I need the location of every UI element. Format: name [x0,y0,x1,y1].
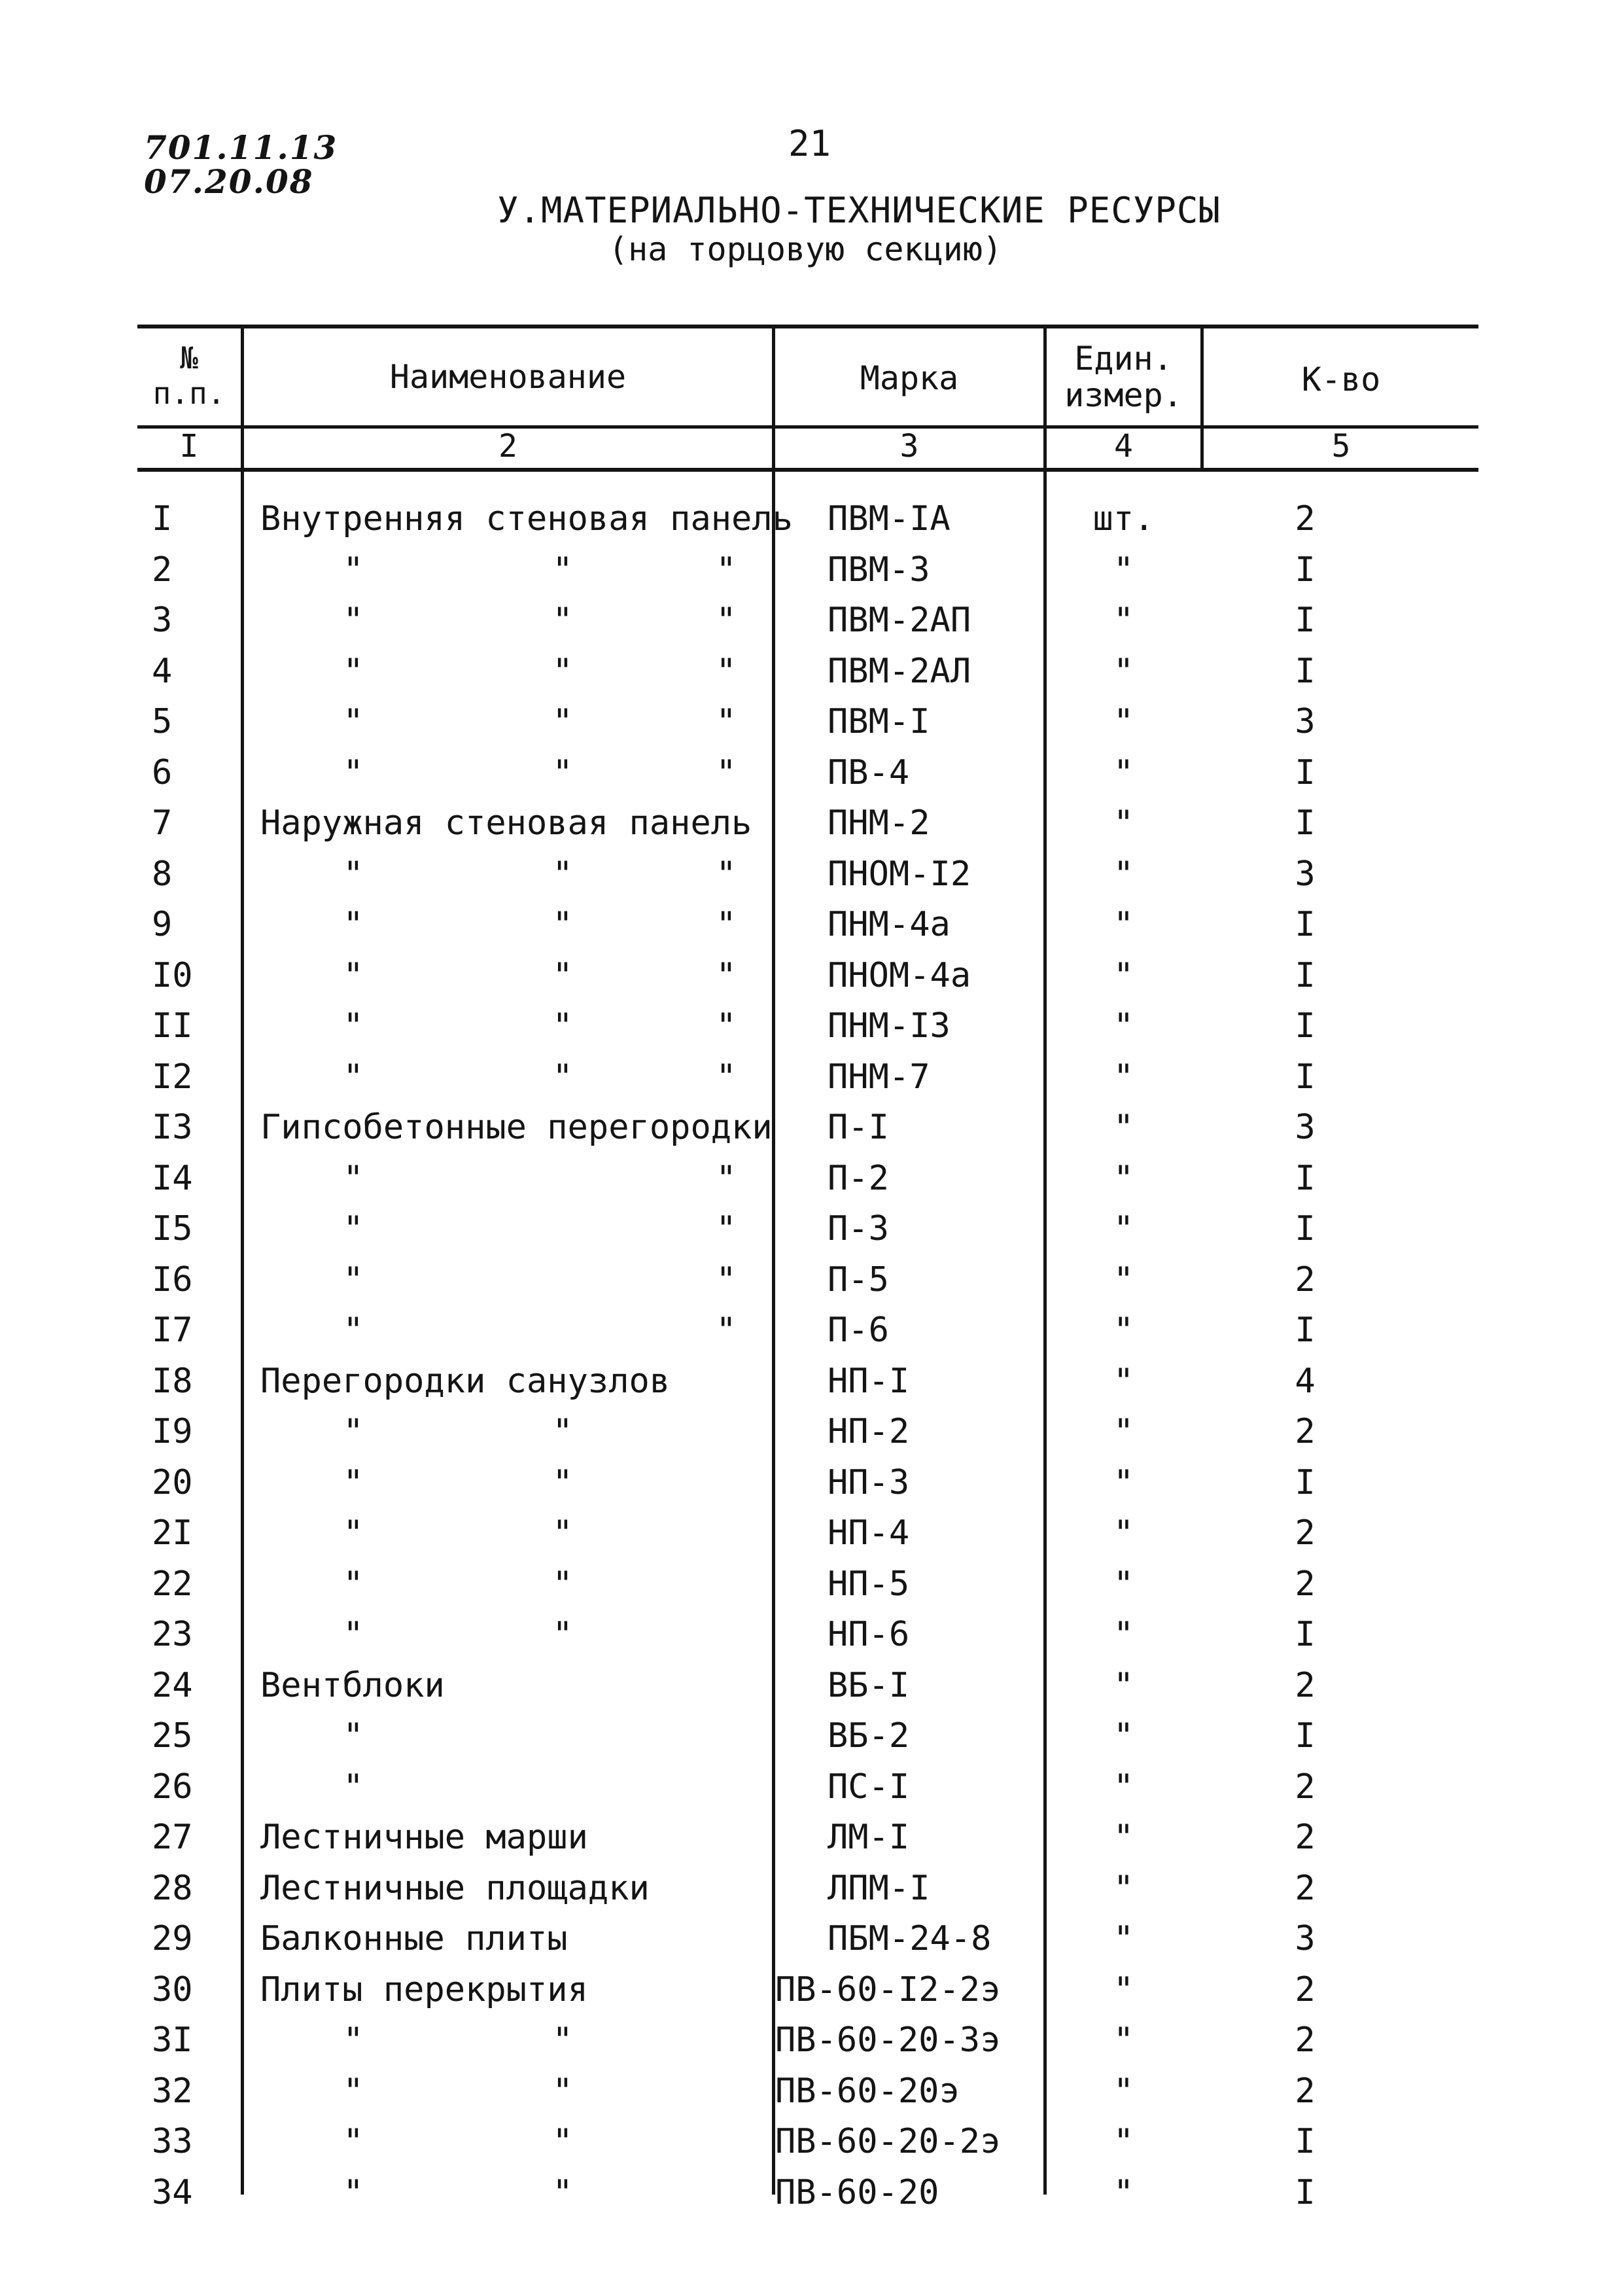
row-qty: 2 [1295,1260,1316,1299]
ditto-mark: " [552,550,573,590]
ditto-mark: " [343,601,364,640]
row-qty: I [1295,550,1316,590]
row-qty: 2 [1295,499,1316,539]
row-number: 34 [152,2172,193,2212]
table-row [0,1255,1623,1306]
section-subtitle: (на торцовую секцию) [608,230,1003,268]
row-mark: П-I [828,1108,889,1147]
row-number: I8 [152,1361,193,1401]
row-number: 25 [152,1716,193,1756]
row-qty: 2 [1295,1412,1316,1451]
table-row [0,1154,1623,1205]
ditto-mark: " [343,1716,364,1756]
row-name: Лестничные марши [260,1818,588,1857]
row-unit: " [1113,1615,1134,1654]
row-unit: " [1113,1818,1134,1857]
table-row [0,1407,1623,1458]
row-mark: ПВМ-2АП [828,601,971,640]
table-row [0,2015,1623,2066]
table-row [0,1762,1623,1813]
ditto-mark: " [552,955,573,995]
ditto-mark: " [716,1260,737,1299]
row-unit: " [1113,1006,1134,1046]
ditto-mark: " [716,1209,737,1248]
row-number: I [152,499,173,539]
row-qty: I [1295,601,1316,640]
ditto-mark: " [716,752,737,792]
row-qty: 2 [1295,1767,1316,1807]
table-colnum-rule [137,468,1478,472]
row-number: 20 [152,1462,193,1502]
row-name: Вентблоки [260,1665,445,1705]
row-unit: " [1113,1665,1134,1705]
row-qty: 4 [1295,1361,1316,1401]
ditto-mark: " [343,854,364,894]
row-unit: " [1113,1158,1134,1198]
row-number: I4 [152,1158,193,1198]
row-unit: " [1113,1969,1134,2009]
row-mark: НП-2 [828,1412,910,1451]
row-number: I0 [152,955,193,995]
row-mark: НП-5 [828,1564,910,1604]
ditto-mark: " [552,1615,573,1654]
row-unit: " [1113,1868,1134,1908]
header-num-line-2: п.п. [152,376,226,411]
row-qty: 2 [1295,1564,1316,1604]
row-unit: " [1113,2071,1134,2111]
row-mark: ПВ-60-20 [775,2172,939,2212]
row-number: 32 [152,2071,193,2111]
ditto-mark: " [716,955,737,995]
ditto-mark: " [343,955,364,995]
row-number: I7 [152,1311,193,1350]
row-unit: " [1113,1919,1134,1958]
header-num-line-1: № [180,340,198,376]
row-mark: ПНМ-4а [828,905,951,944]
section-title: У.МАТЕРИАЛЬНО-ТЕХНИЧЕСКИЕ РЕСУРСЫ [497,190,1221,231]
page-number: 21 [788,123,831,164]
table-row [0,2066,1623,2117]
ditto-mark: " [343,1615,364,1654]
row-number: 29 [152,1919,193,1958]
table-row [0,595,1623,646]
row-unit: " [1113,854,1134,894]
ditto-mark: " [552,702,573,741]
row-qty: I [1295,651,1316,691]
ditto-mark: " [343,2122,364,2161]
row-unit: " [1113,2172,1134,2212]
row-mark: ПС-I [828,1767,910,1807]
row-unit: " [1113,651,1134,691]
table-row [0,748,1623,799]
row-mark: П-2 [828,1158,889,1198]
table-row [0,1559,1623,1610]
row-number: 6 [152,752,173,792]
row-number: 4 [152,651,173,691]
row-number: I2 [152,1057,193,1097]
row-number: 24 [152,1665,193,1705]
ditto-mark: " [552,1513,573,1553]
ditto-mark: " [552,651,573,691]
row-unit: " [1113,1716,1134,1756]
table-row [0,900,1623,951]
row-number: I9 [152,1412,193,1451]
ditto-mark: " [552,2122,573,2161]
row-mark: П-6 [828,1311,889,1350]
ditto-mark: " [552,1412,573,1451]
ditto-mark: " [343,1462,364,1502]
row-mark: ПНОМ-4а [828,955,971,995]
row-unit: " [1113,1564,1134,1604]
row-mark: ВБ-I [828,1665,910,1705]
row-unit: " [1113,601,1134,640]
table-row [0,1356,1623,1407]
ditto-mark: " [716,905,737,944]
table-row [0,697,1623,748]
row-number: I6 [152,1260,193,1299]
row-mark: ВБ-2 [828,1716,910,1756]
row-mark: ПВ-4 [828,752,910,792]
row-qty: 2 [1295,2071,1316,2111]
ditto-mark: " [552,2172,573,2212]
table-row [0,1001,1623,1052]
row-unit: " [1113,702,1134,741]
header-qty: К-во [1301,361,1381,398]
row-qty: I [1295,1615,1316,1654]
ditto-mark: " [343,651,364,691]
ditto-mark: " [716,1311,737,1350]
row-mark: ПНМ-7 [828,1057,930,1097]
row-unit: " [1113,1767,1134,1807]
row-mark: ПВМ-I [828,702,930,741]
table-row [0,1661,1623,1712]
ditto-mark: " [343,1158,364,1198]
row-unit: " [1113,1361,1134,1401]
row-qty: I [1295,2172,1316,2212]
row-qty: 2 [1295,1818,1316,1857]
header-unit [1047,340,1200,414]
header-name: Наименование [389,358,627,396]
row-mark: НП-6 [828,1615,910,1654]
row-number: 23 [152,1615,193,1654]
row-qty: I [1295,1158,1316,1198]
row-qty: I [1295,1209,1316,1248]
ditto-mark: " [716,601,737,640]
row-mark: ПВМ-3 [828,550,930,590]
row-unit: " [1113,752,1134,792]
row-unit: шт. [1092,499,1155,539]
table-row [0,798,1623,849]
row-qty: I [1295,2122,1316,2161]
row-qty: I [1295,1462,1316,1502]
ditto-mark: " [343,1564,364,1604]
row-mark: ЛПМ-I [828,1868,930,1908]
table-row [0,1863,1623,1915]
row-mark: ПВ-60-20э [775,2071,960,2111]
row-unit: " [1113,1057,1134,1097]
row-mark: ПВ-60-20-2э [775,2122,1001,2161]
ditto-mark: " [343,905,364,944]
header-mark: Марка [860,359,959,397]
row-number: I5 [152,1209,193,1248]
row-name: Гипсобетонные перегородки [260,1108,773,1147]
row-unit: " [1113,955,1134,995]
table-row [0,1965,1623,2016]
row-mark: ПНМ-I3 [828,1006,951,1046]
row-mark: ПВ-60-20-3э [775,2021,1001,2060]
row-qty: 2 [1295,1969,1316,2009]
row-mark: ЛМ-I [828,1818,910,1857]
row-qty: I [1295,1057,1316,1097]
header-unit-line-2: измер. [1064,376,1183,414]
table-row [0,1711,1623,1762]
table-row [0,2117,1623,2168]
ditto-mark: " [343,1767,364,1807]
table-row [0,1204,1623,1255]
row-unit: " [1113,2122,1134,2161]
row-name: Внутренняя стеновая панель [260,499,793,539]
ditto-mark: " [552,854,573,894]
ditto-mark: " [552,1462,573,1502]
row-qty: 3 [1295,1108,1316,1147]
table-row [0,1812,1623,1863]
table-row [0,1052,1623,1103]
ditto-mark: " [343,2021,364,2060]
row-number: 3I [152,2021,193,2060]
ditto-mark: " [716,702,737,741]
column-number: I [179,428,199,465]
row-number: 2I [152,1513,193,1553]
row-name: Лестничные площадки [260,1868,650,1908]
row-qty: 2 [1295,2021,1316,2060]
ditto-mark: " [716,1057,737,1097]
table-body [0,494,1623,2218]
header-num [137,340,241,411]
row-number: 28 [152,1868,193,1908]
row-number: 26 [152,1767,193,1807]
row-qty: 3 [1295,702,1316,741]
table-row [0,1610,1623,1661]
ditto-mark: " [343,2172,364,2212]
row-unit: " [1113,804,1134,843]
row-number: II [152,1006,193,1046]
row-unit: " [1113,1311,1134,1350]
row-qty: I [1295,1006,1316,1046]
row-mark: ПНОМ-I2 [828,854,971,894]
row-number: 30 [152,1969,193,2009]
row-number: I3 [152,1108,193,1147]
row-qty: I [1295,1716,1316,1756]
row-qty: I [1295,1311,1316,1350]
ditto-mark: " [343,1513,364,1553]
ditto-mark: " [552,1564,573,1604]
row-unit: " [1113,1209,1134,1248]
row-number: 2 [152,550,173,590]
row-qty: 3 [1295,1919,1316,1958]
row-unit: " [1113,905,1134,944]
ditto-mark: " [343,1006,364,1046]
row-mark: ПВМ-IА [828,499,951,539]
row-number: 5 [152,702,173,741]
table-row [0,951,1623,1002]
row-number: 8 [152,854,173,894]
row-number: 33 [152,2122,193,2161]
row-mark: НП-3 [828,1462,910,1502]
row-unit: " [1113,1513,1134,1553]
header-unit-line-1: Един. [1074,340,1173,378]
table-row [0,1103,1623,1154]
ditto-mark: " [716,854,737,894]
ditto-mark: " [343,1311,364,1350]
row-mark: НП-I [828,1361,910,1401]
row-name: Балконные плиты [260,1919,568,1958]
row-qty: I [1295,955,1316,995]
row-mark: ПВМ-2АЛ [828,651,971,691]
row-mark: ПВ-60-I2-2э [775,1969,1001,2009]
ditto-mark: " [552,601,573,640]
table-row [0,1508,1623,1559]
table-top-rule [137,325,1478,328]
row-unit: " [1113,1108,1134,1147]
row-name: Перегородки санузлов [260,1361,671,1401]
column-number: 5 [1331,428,1351,465]
ditto-mark: " [552,905,573,944]
row-name: Плиты перекрытия [260,1969,588,2009]
row-unit: " [1113,1260,1134,1299]
row-qty: I [1295,752,1316,792]
ditto-mark: " [552,1057,573,1097]
row-qty: I [1295,804,1316,843]
row-qty: 2 [1295,1513,1316,1553]
ditto-mark: " [552,2021,573,2060]
ditto-mark: " [552,752,573,792]
row-number: 22 [152,1564,193,1604]
ditto-mark: " [343,752,364,792]
row-mark: П-5 [828,1260,889,1299]
ditto-mark: " [343,1412,364,1451]
ditto-mark: " [716,651,737,691]
column-number: 2 [498,428,517,465]
ditto-mark: " [343,702,364,741]
ditto-mark: " [343,1260,364,1299]
table-row [0,849,1623,900]
row-unit: " [1113,1462,1134,1502]
ditto-mark: " [343,2071,364,2111]
row-unit: " [1113,550,1134,590]
row-qty: I [1295,905,1316,944]
row-unit: " [1113,1412,1134,1451]
document-code-line-2: 07.20.08 [144,162,314,201]
row-qty: 2 [1295,1665,1316,1705]
row-qty: 3 [1295,854,1316,894]
table-row [0,494,1623,545]
column-number: 3 [899,428,919,465]
row-qty: 2 [1295,1868,1316,1908]
row-number: 3 [152,601,173,640]
row-mark: НП-4 [828,1513,910,1553]
ditto-mark: " [716,1158,737,1198]
column-number: 4 [1114,428,1133,465]
row-number: 27 [152,1818,193,1857]
table-row [0,1458,1623,1509]
table-row [0,1305,1623,1356]
row-number: 7 [152,804,173,843]
table-row [0,2168,1623,2219]
table-row [0,545,1623,596]
ditto-mark: " [552,2071,573,2111]
row-number: 9 [152,905,173,944]
row-unit: " [1113,2021,1134,2060]
ditto-mark: " [716,1006,737,1046]
row-mark: ПБМ-24-8 [828,1919,992,1958]
document-code-line-1: 701.11.13 [144,128,338,167]
ditto-mark: " [552,1006,573,1046]
row-mark: ПНМ-2 [828,804,930,843]
ditto-mark: " [343,1057,364,1097]
table-row [0,646,1623,698]
ditto-mark: " [343,1209,364,1248]
row-name: Наружная стеновая панель [260,804,752,843]
table-row [0,1914,1623,1965]
ditto-mark: " [343,550,364,590]
row-mark: П-3 [828,1209,889,1248]
ditto-mark: " [716,550,737,590]
